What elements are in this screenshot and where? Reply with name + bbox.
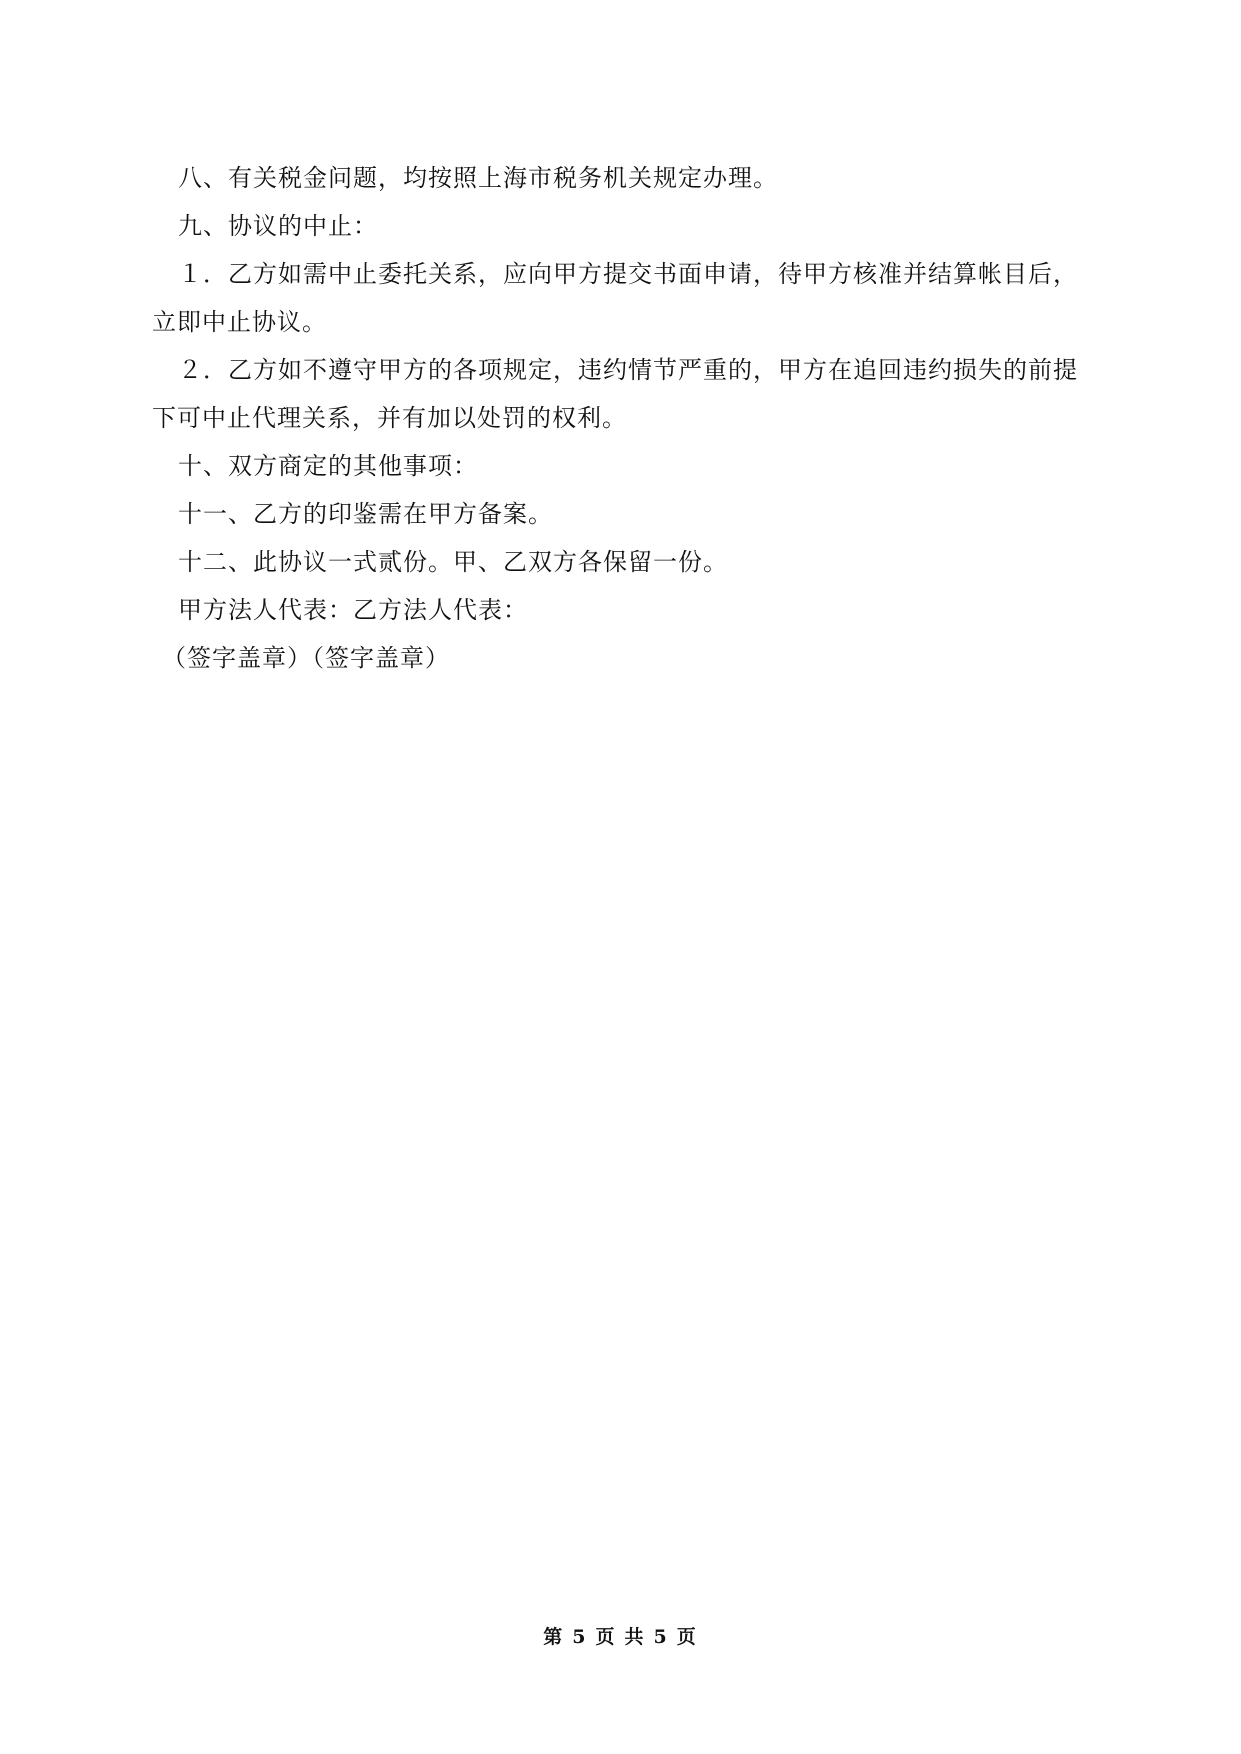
clause-11-seal: 十一、乙方的印鉴需在甲方备案。 — [178, 500, 553, 528]
footer-page-word: 页 — [595, 1626, 617, 1648]
footer-total-pages: 5 — [653, 1626, 669, 1648]
clause-9-item-1: １．乙方如需中止委托关系，应向甲方提交书面申请，待甲方核准并结算帐目后，立即中止协议。 — [152, 260, 1078, 336]
signatory-representatives: 甲方法人代表：乙方法人代表： — [178, 596, 528, 624]
clause-8-tax: 八、有关税金问题，均按照上海市税务机关规定办理。 — [178, 164, 778, 192]
clause-9-heading: 九、协议的中止： — [178, 212, 378, 240]
footer-prefix: 第 — [543, 1626, 565, 1648]
footer-total-word: 共 — [624, 1626, 646, 1648]
clause-12-copies: 十二、此协议一式贰份。甲、乙双方各保留一份。 — [178, 548, 728, 576]
clause-9-item-2: ２．乙方如不遵守甲方的各项规定，违约情节严重的，甲方在追回违约损失的前提下可中止代理关系，并有加以处罚的权利。 — [152, 356, 1078, 432]
document-body — [152, 154, 1092, 682]
clause-10-heading: 十、双方商定的其他事项： — [178, 452, 478, 480]
page-footer — [0, 1622, 1241, 1649]
signature-seal-line: （签字盖章）（签字盖章） — [162, 644, 450, 672]
footer-suffix: 页 — [676, 1626, 698, 1648]
footer-current-page: 5 — [572, 1626, 588, 1648]
